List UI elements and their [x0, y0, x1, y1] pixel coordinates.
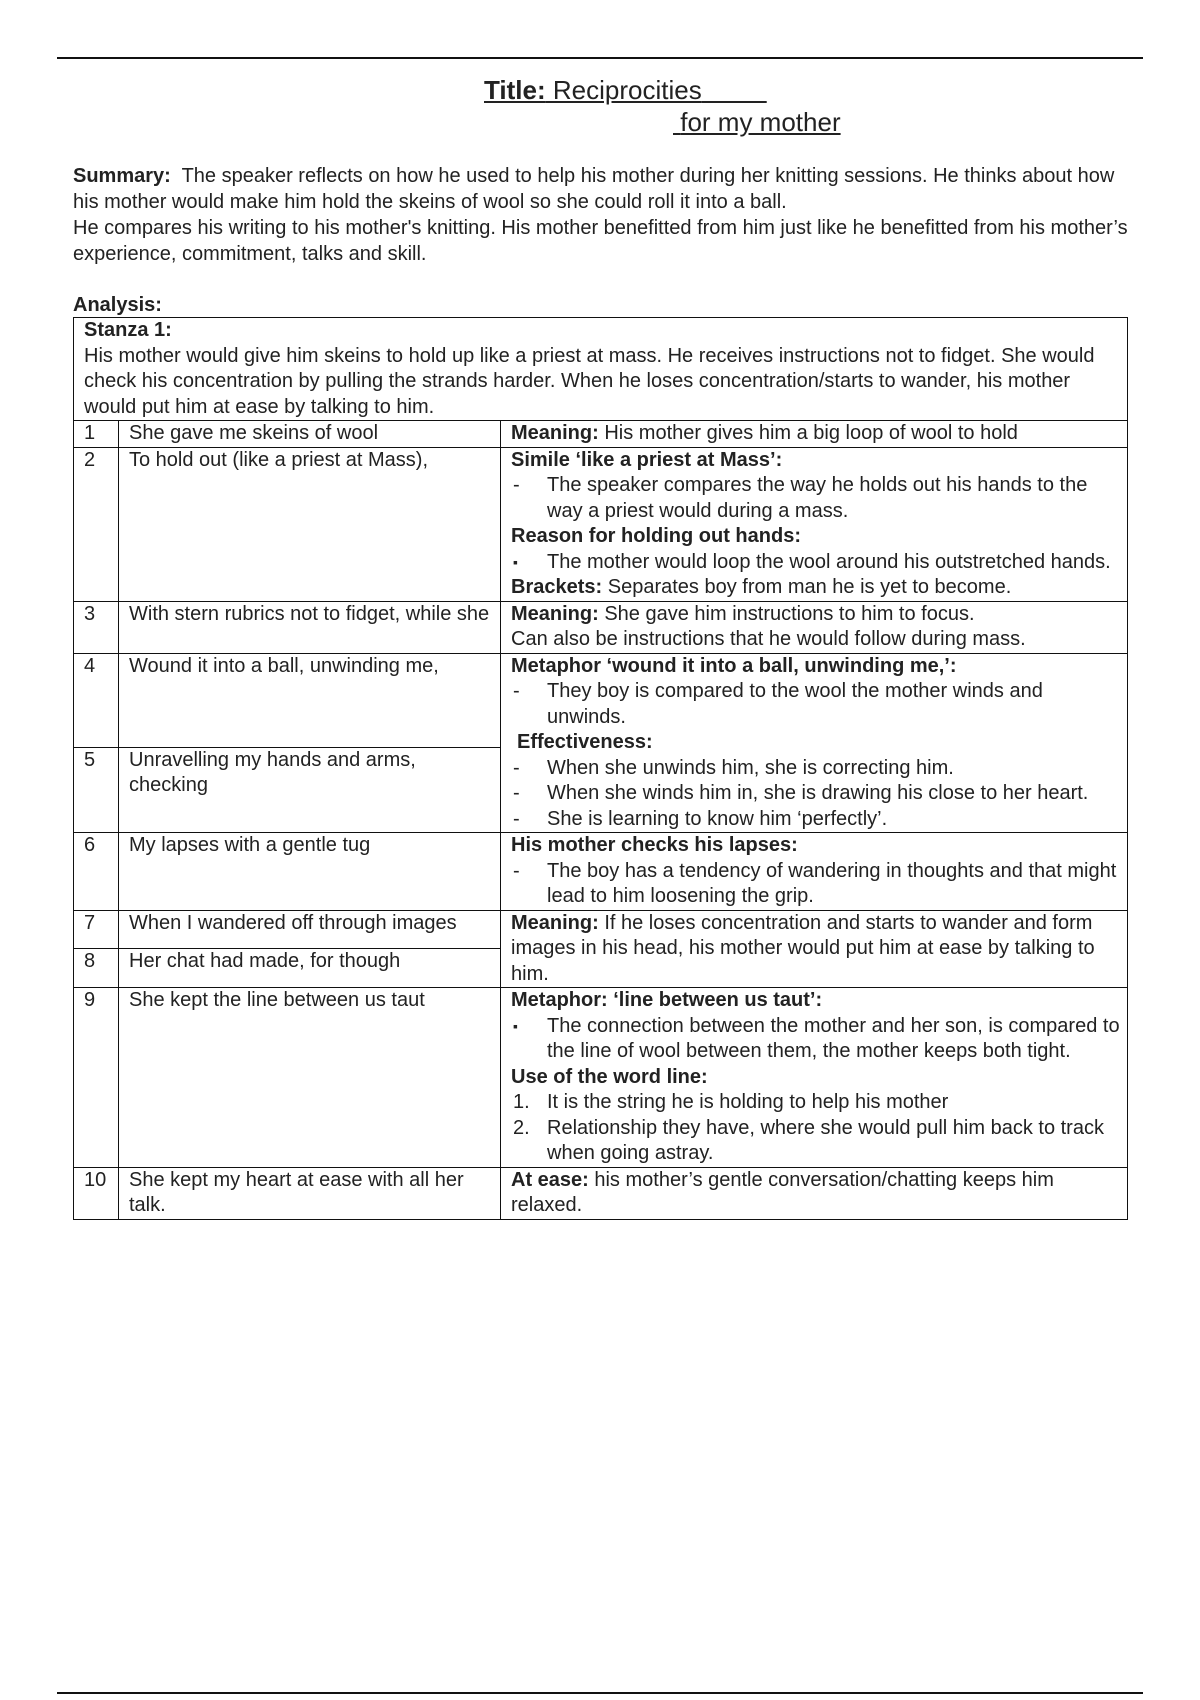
analysis-cell — [501, 421, 1128, 448]
bullet-list — [511, 859, 1121, 910]
list-item: ▪ The connection between the mother and her son, is compared to the line of wool between them, the mother keeps both tight. — [511, 1014, 1121, 1065]
bullet-list — [511, 679, 1121, 730]
analysis-cell — [501, 988, 1128, 1168]
subtitle-text: for my mother — [680, 107, 841, 137]
stanza-summary: His mother would give him skeins to hold up like a priest at mass. He receives instructions not to fidget. She would check his concentration by pulling the strands harder. When he loses concentration/starts to wander, his mother would put him at ease by talking to him. — [84, 344, 1095, 418]
analysis-text: If he loses concentration and starts to wander and form images in his head, his mother would put him at ease by talking to him. — [511, 911, 1101, 985]
analysis-cell — [501, 910, 1128, 988]
table-row — [74, 447, 1128, 601]
line-number: 7 — [74, 910, 119, 949]
summary-label: Summary: — [73, 165, 171, 187]
stanza-heading: Stanza 1: — [84, 319, 172, 341]
line-number: 3 — [74, 601, 119, 653]
list-item: - The speaker compares the way he holds out his hands to the way a priest would during a mass. — [511, 473, 1121, 524]
summary-section — [73, 163, 1133, 267]
analysis-text: Separates boy from man he is yet to become. — [602, 576, 1012, 598]
line-number: 6 — [74, 833, 119, 911]
poem-line: With stern rubrics not to fidget, while she — [119, 601, 501, 653]
list-item: 1. It is the string he is holding to help his mother — [513, 1091, 949, 1113]
list-item: - When she winds him in, she is drawing his close to her heart. — [511, 781, 1121, 807]
analysis-text: She gave him instructions to him to focus. — [598, 602, 975, 625]
summary-para-2: He compares his writing to his mother's knitting. His mother benefitted from him just like he benefitted from his mother’s experience, commitment, talks and skill. — [73, 217, 1128, 265]
bullet-list — [511, 756, 1121, 833]
poem-line: She gave me skeins of wool — [119, 421, 501, 448]
table-row — [74, 833, 1128, 911]
poem-line: To hold out (like a priest at Mass), — [119, 447, 501, 601]
summary-para-1 — [73, 163, 1133, 215]
analysis-label: Analysis: — [73, 294, 162, 316]
list-item: 2. Relationship they have, where she would pull him back to track when going astray. — [513, 1116, 1104, 1164]
analysis-heading: Metaphor ‘wound it into a ball, unwinding me,’: — [511, 654, 957, 677]
line-number: 5 — [74, 747, 119, 833]
table-row — [74, 421, 1128, 448]
line-number: 8 — [74, 949, 119, 988]
poem-line: Wound it into a ball, unwinding me, — [119, 653, 501, 747]
list-item-text: Relationship they have, where she would pull him back to track when going astray. — [547, 1116, 1104, 1164]
analysis-heading: Effectiveness: — [517, 731, 653, 753]
table-row — [74, 653, 1128, 747]
analysis-table — [73, 317, 1128, 1220]
analysis-note — [511, 602, 1121, 628]
list-item: - She is learning to know him ‘perfectly’. — [511, 807, 1121, 833]
summary-text-1: The speaker reflects on how he used to help his mother during her knitting sessions. He thinks about how his mother would make him hold the skeins of wool so she could roll it into a ball. — [73, 165, 1120, 213]
analysis-text: his mother’s gentle conversation/chatting keeps him relaxed. — [511, 1168, 1060, 1216]
analysis-heading: His mother checks his lapses: — [511, 834, 798, 856]
bottom-rule — [57, 1692, 1143, 1694]
analysis-cell — [501, 833, 1128, 911]
top-rule — [57, 57, 1143, 59]
numbered-list — [511, 1090, 1121, 1167]
table-row — [74, 988, 1128, 1168]
table-row — [74, 910, 1128, 949]
line-number: 1 — [74, 421, 119, 448]
stanza-header-row — [74, 318, 1128, 421]
table-row — [74, 601, 1128, 653]
analysis-text: Can also be instructions that he would follow during mass. — [511, 628, 1026, 650]
poem-line: She kept the line between us taut — [119, 988, 501, 1168]
list-item: - When she unwinds him, she is correcting him. — [511, 756, 1121, 782]
analysis-cell — [501, 1167, 1128, 1219]
analysis-note — [511, 575, 1121, 601]
list-item: ▪ The mother would loop the wool around his outstretched hands. — [511, 550, 1121, 576]
analysis-text: His mother gives him a big loop of wool to hold — [598, 422, 1018, 444]
poem-line: When I wandered off through images — [119, 910, 501, 949]
analysis-heading: Meaning: — [511, 602, 599, 625]
page-subtitle — [673, 106, 841, 140]
list-item: - They boy is compared to the wool the mother winds and unwinds. — [511, 679, 1121, 730]
poem-line: Her chat had made, for though — [119, 949, 501, 988]
analysis-cell — [501, 653, 1128, 833]
poem-line: Unravelling my hands and arms, checking — [119, 747, 501, 833]
line-number: 4 — [74, 653, 119, 747]
analysis-cell — [501, 601, 1128, 653]
page-title — [484, 74, 767, 108]
stanza-header-cell — [74, 318, 1128, 421]
title-label: Title: — [484, 75, 546, 105]
analysis-heading: Simile ‘like a priest at Mass’: — [511, 448, 783, 471]
line-number: 2 — [74, 447, 119, 601]
analysis-heading: At ease: — [511, 1168, 589, 1191]
line-number: 10 — [74, 1167, 119, 1219]
bullet-list — [511, 550, 1121, 576]
analysis-heading: Metaphor: ‘line between us taut’: — [511, 989, 823, 1011]
table-row — [74, 1167, 1128, 1219]
bullet-list — [511, 1014, 1121, 1065]
bullet-list — [511, 473, 1121, 524]
title-text: Reciprocities — [545, 75, 702, 105]
analysis-cell — [501, 447, 1128, 601]
poem-line: My lapses with a gentle tug — [119, 833, 501, 911]
analysis-heading: Reason for holding out hands: — [511, 525, 801, 547]
line-number: 9 — [74, 988, 119, 1168]
analysis-heading: Brackets: — [511, 576, 603, 598]
list-item-text: It is the string he is holding to help his mother — [547, 1091, 949, 1113]
list-item: - The boy has a tendency of wandering in thoughts and that might lead to him loosening the grip. — [511, 859, 1121, 910]
analysis-heading: Meaning: — [511, 422, 599, 444]
poem-line: She kept my heart at ease with all her talk. — [119, 1167, 501, 1219]
analysis-heading: Meaning: — [511, 911, 599, 934]
analysis-heading: Use of the word line: — [511, 1065, 708, 1088]
